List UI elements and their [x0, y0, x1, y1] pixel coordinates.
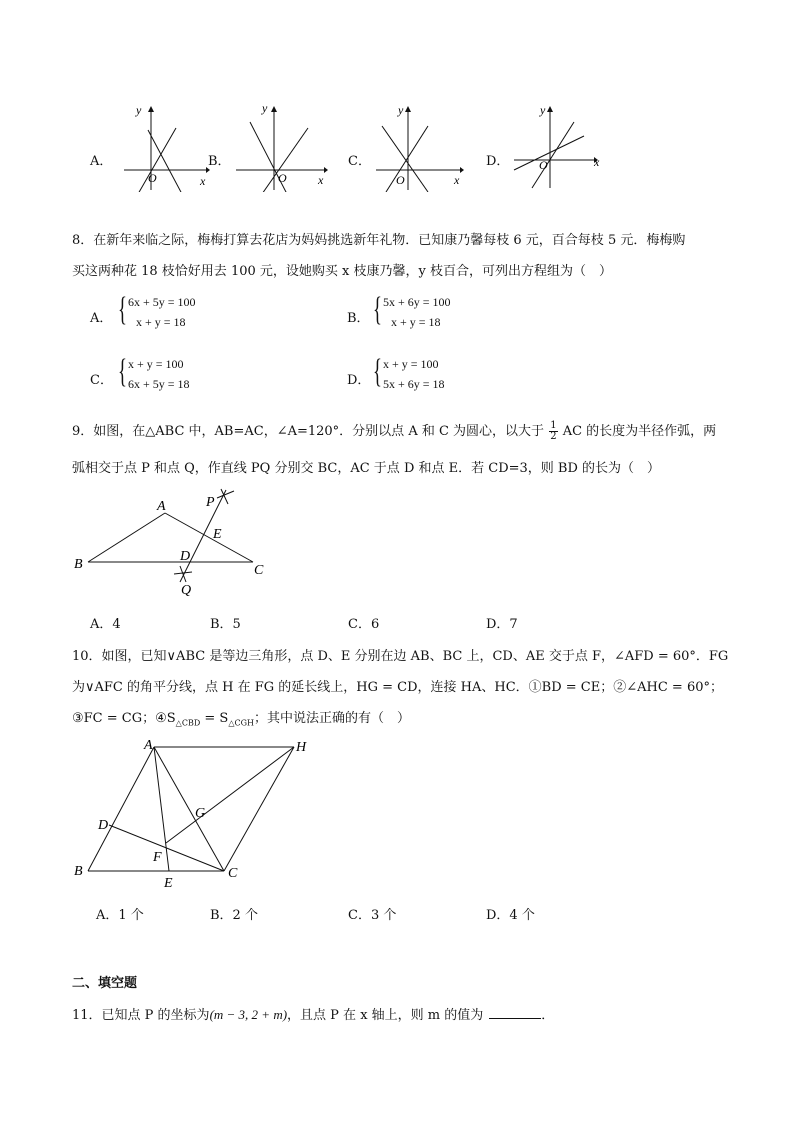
- q9-frac-den: 2: [550, 431, 557, 442]
- q10-option-b[interactable]: B．2 个: [210, 908, 258, 923]
- q8-b-eq2: x + y = 18: [391, 315, 441, 329]
- q10-label-c: C: [228, 866, 238, 881]
- q9-option-c[interactable]: C．6: [348, 617, 380, 632]
- q7-a-origin-label: O: [148, 171, 157, 185]
- q11-end: ．: [541, 1008, 555, 1023]
- q8-option-c-label: C．: [90, 373, 113, 388]
- q7-option-c-label: C．: [348, 154, 371, 169]
- q10-label-f: F: [153, 850, 162, 865]
- q7-a-y-label: y: [136, 103, 142, 117]
- q9-label-b: B: [74, 557, 83, 572]
- q9-stem-line1-b: AC 的长度为半径作弧，两: [562, 424, 717, 439]
- q10-label-h: H: [296, 740, 307, 755]
- q9-figure: [68, 486, 278, 598]
- q8-option-a-label: A．: [90, 311, 113, 326]
- q7-option-b[interactable]: [208, 100, 338, 195]
- q10-stem-line3: [72, 707, 410, 728]
- q9-label-p: P: [206, 495, 215, 510]
- q7-graph-c: [372, 100, 472, 192]
- q8-option-a[interactable]: A． { 6x + 5y = 100 x + y = 18: [90, 291, 196, 329]
- q7-graph-a: [118, 100, 210, 192]
- q7-option-c[interactable]: [348, 100, 478, 195]
- q9-fraction: [549, 421, 557, 442]
- q9-frac-num: 1: [550, 420, 557, 431]
- q10-label-d: D: [98, 818, 109, 833]
- q11-answer-blank[interactable]: [489, 1006, 541, 1019]
- q9-stem-line1-a: 9．如图，在△ABC 中，AB=AC，∠A=120°．分别以点 A 和 C 为圆心，以大于: [72, 424, 545, 439]
- q8-option-d-label: D．: [347, 373, 371, 388]
- q8-a-eq1: 6x + 5y = 100: [128, 295, 196, 309]
- q10-label-a: A: [144, 738, 153, 753]
- q7-graph-d: [510, 100, 610, 192]
- q9-label-q: Q: [181, 583, 192, 598]
- q9-option-a[interactable]: A．4: [90, 617, 121, 632]
- q10-label-g: G: [195, 806, 206, 821]
- q7-graph-b: [232, 100, 332, 192]
- q10-stem-line3-b: = S: [200, 711, 229, 726]
- q9-label-d: D: [180, 549, 191, 564]
- section-title-fill-in: 二、填空题: [72, 976, 138, 991]
- q10-option-d[interactable]: D．4 个: [486, 908, 535, 923]
- q10-stem-line1: 10．如图，已知∨ABC 是等边三角形，点 D、E 分别在边 AB、BC 上，CD、AE 交于点 F，∠AFD = 60°．FG: [72, 649, 729, 664]
- q8-option-d[interactable]: D． { x + y = 100 5x + 6y = 18: [347, 353, 445, 391]
- q10-stem-line3-a: ③FC = CG；④S: [72, 711, 176, 726]
- q11-stem: [72, 1004, 554, 1023]
- q7-c-x-label: x: [454, 173, 460, 187]
- q8-a-eq2: x + y = 18: [136, 315, 186, 329]
- q7-option-d-label: D．: [486, 154, 510, 169]
- q10-sub1: △CBD: [175, 718, 201, 728]
- q7-d-x-label: x: [594, 155, 600, 169]
- q9-label-c: C: [254, 563, 264, 578]
- q10-label-e: E: [164, 876, 173, 891]
- q9-option-d[interactable]: D．7: [486, 617, 518, 632]
- q7-option-b-label: B．: [208, 154, 231, 169]
- q7-a-x-label: x: [200, 174, 206, 188]
- q7-option-d[interactable]: [486, 100, 616, 195]
- q10-stem-line2: 为∨AFC 的角平分线，点 H 在 FG 的延长线上，HG = CD，连接 HA、HC．①BD = CE；②∠AHC = 60°；: [72, 680, 723, 695]
- q8-option-c[interactable]: C． { x + y = 100 6x + 5y = 18: [90, 353, 190, 391]
- q7-option-a-label: A．: [90, 154, 113, 169]
- q10-option-c[interactable]: C．3 个: [348, 908, 397, 923]
- q11-stem-a: 11．已知点 P 的坐标为: [72, 1008, 210, 1023]
- q8-d-eq2: 5x + 6y = 18: [383, 377, 445, 391]
- q7-option-a[interactable]: [90, 100, 210, 195]
- q9-option-b[interactable]: B．5: [210, 617, 241, 632]
- q10-sub2: △CGH: [228, 718, 254, 728]
- q8-c-eq2: 6x + 5y = 18: [128, 377, 190, 391]
- q11-stem-b: ，且点 P 在 x 轴上，则 m 的值为: [287, 1008, 484, 1023]
- q10-label-b: B: [74, 864, 83, 879]
- q7-d-y-label: y: [540, 103, 546, 117]
- q7-b-origin-label: O: [278, 171, 287, 185]
- q10-figure: [68, 733, 318, 893]
- q7-b-y-label: y: [262, 101, 268, 115]
- q9-stem-line1: [72, 420, 716, 442]
- q9-label-e: E: [213, 527, 222, 542]
- q11-coord: (m − 3, 2 + m): [209, 1007, 288, 1022]
- q8-stem-line2: 买这两种花 18 枝恰好用去 100 元，设她购买 x 枝康乃馨，y 枝百合，可列出方程组为（ ）: [72, 264, 612, 279]
- q8-option-b[interactable]: B． { 5x + 6y = 100 x + y = 18: [347, 291, 451, 329]
- q8-option-b-label: B．: [347, 311, 370, 326]
- q8-b-eq1: 5x + 6y = 100: [383, 295, 451, 309]
- q7-c-y-label: y: [398, 103, 404, 117]
- q10-option-a[interactable]: A．1 个: [96, 908, 144, 923]
- q8-stem-line1: 8．在新年来临之际，梅梅打算去花店为妈妈挑选新年礼物．已知康乃馨每枝 6 元，百合每枝 5 元．梅梅购: [72, 233, 686, 248]
- q7-c-origin-label: O: [396, 173, 405, 187]
- q10-stem-line3-c: ；其中说法正确的有（ ）: [253, 711, 410, 726]
- q8-c-eq1: x + y = 100: [128, 357, 184, 371]
- q9-label-a: A: [157, 499, 166, 514]
- q8-d-eq1: x + y = 100: [383, 357, 439, 371]
- q7-d-origin-label: O: [539, 158, 548, 172]
- q7-b-x-label: x: [318, 173, 324, 187]
- q9-stem-line2: 弧相交于点 P 和点 Q，作直线 PQ 分别交 BC，AC 于点 D 和点 E．若 CD=3，则 BD 的长为（ ）: [72, 461, 661, 476]
